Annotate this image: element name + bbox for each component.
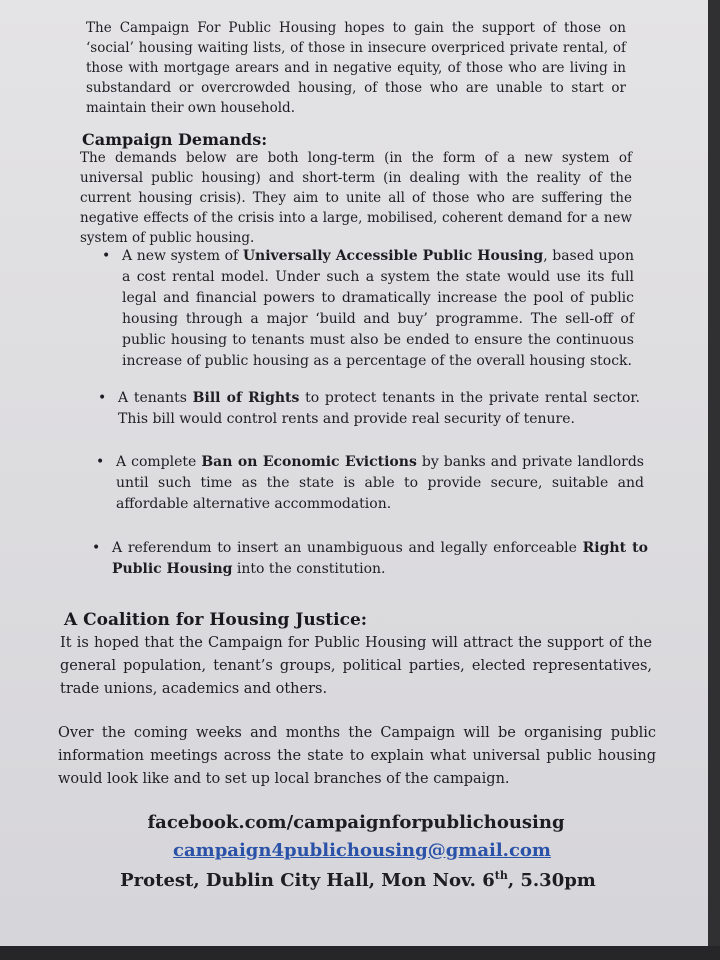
demand-item bbox=[96, 452, 644, 515]
coalition-heading: A Coalition for Housing Justice: bbox=[64, 610, 368, 630]
demand-emphasis: Right to Public Housing bbox=[112, 540, 648, 577]
facebook-link[interactable]: facebook.com/campaignforpublichousing bbox=[147, 812, 565, 833]
page-edge-shadow bbox=[708, 0, 720, 960]
demand-emphasis: Universally Accessible Public Housing bbox=[242, 248, 544, 264]
demand-text: A referendum to insert an unambiguous and legally enforceable bbox=[112, 540, 583, 556]
demand-emphasis: Bill of Rights bbox=[192, 390, 300, 406]
demand-item bbox=[98, 388, 640, 430]
bullet-icon: • bbox=[98, 390, 107, 406]
demand-item bbox=[92, 538, 648, 580]
demand-text: into the constitution. bbox=[232, 561, 386, 577]
bullet-icon: • bbox=[102, 248, 111, 264]
protest-ordinal: th bbox=[494, 869, 508, 882]
demand-item bbox=[102, 246, 634, 372]
demand-text: A new system of bbox=[122, 248, 243, 264]
demand-text: by banks and private landlords until such time as the state is able to provide secure, suitable and affordable alternative accommodation. bbox=[116, 454, 644, 512]
protest-notice bbox=[4, 868, 712, 894]
coalition-paragraph: It is hoped that the Campaign for Public Housing will attract the support of the general population, tenant’s groups, political parties, elected representatives, trade unions, academics and others. bbox=[60, 635, 652, 697]
demand-text: A tenants bbox=[118, 390, 193, 406]
demand-text: A complete bbox=[116, 454, 202, 470]
bullet-icon: • bbox=[92, 540, 101, 556]
demand-text: to protect tenants in the private rental sector. This bill would control rents and provide real security of tenure. bbox=[118, 390, 640, 427]
demands-heading: Campaign Demands: bbox=[82, 130, 268, 149]
protest-time: , 5.30pm bbox=[507, 870, 596, 891]
bullet-icon: • bbox=[96, 454, 105, 470]
demand-text: , based upon a cost rental model. Under such a system the state would use its full legal and financial powers to dramatically increase the pool of public housing through a major ‘build and buy’ programme. The sell-off of public housing to tenants must also be ended to ensure the continuous increase of public housing as a percentage of the overall housing stock. bbox=[122, 248, 634, 369]
intro-paragraph: The Campaign For Public Housing hopes to gain the support of those on ‘social’ housing waiting lists, of those in insecure overpriced private rental, of those with mortgage arears and in negative equity, of those who are living in substandard or overcrowded housing, of those who are unable to start or maintain their own household. bbox=[86, 20, 626, 116]
page-bottom-shadow bbox=[0, 946, 720, 960]
demands-intro: The demands below are both long-term (in the form of a new system of universal public housing) and short-term (in dealing with the reality of the current housing crisis). They aim to unite all of those who are suffering the negative effects of the crisis into a large, mobilised, coherent demand for a new system of public housing. bbox=[80, 150, 632, 246]
protest-text: Protest, Dublin City Hall, Mon Nov. 6 bbox=[120, 870, 495, 891]
closing-paragraph: Over the coming weeks and months the Campaign will be organising public information meetings across the state to explain what universal public housing would look like and to set up local branches of the campaign. bbox=[58, 725, 656, 787]
demand-emphasis: Ban on Economic Evictions bbox=[201, 454, 417, 470]
email-link[interactable]: campaign4publichousing@gmail.com bbox=[173, 840, 551, 861]
